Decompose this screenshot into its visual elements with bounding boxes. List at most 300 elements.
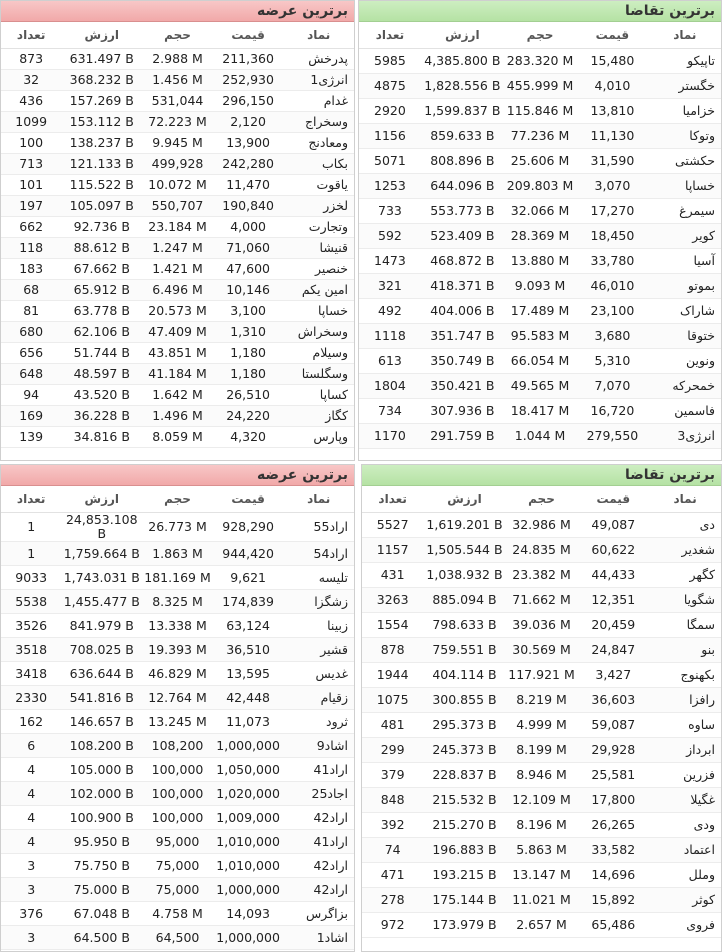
table-row[interactable] [362, 788, 721, 813]
count-cell: 1 [1, 513, 61, 542]
volume-cell: 8.199 M [506, 738, 578, 763]
volume-cell: 100,000 [142, 806, 213, 830]
count-cell: 94 [1, 385, 61, 406]
symbol-cell[interactable]: خنصیر [283, 259, 354, 280]
symbol-cell[interactable]: ومعادنج [283, 133, 354, 154]
value-cell: 108.200 B [61, 734, 142, 758]
symbol-cell[interactable]: بموتو [649, 274, 721, 299]
symbol-cell[interactable]: وتوکا [649, 124, 721, 149]
table-row[interactable] [362, 888, 721, 913]
count-cell: 3263 [362, 588, 423, 613]
table-row[interactable] [362, 688, 721, 713]
symbol-cell[interactable]: زبینا [283, 614, 354, 638]
symbol-cell[interactable]: ودی [649, 813, 721, 838]
symbol-cell[interactable]: کویر [649, 224, 721, 249]
table-row[interactable] [1, 217, 354, 238]
price-cell: 60,622 [577, 538, 649, 563]
volume-cell: 8.946 M [506, 763, 578, 788]
value-cell: 102.000 B [61, 782, 142, 806]
table-row[interactable] [359, 299, 721, 324]
volume-cell: 25.606 M [504, 149, 576, 174]
volume-cell: 181.169 M [142, 566, 213, 590]
table-row[interactable] [359, 74, 721, 99]
count-cell: 4 [1, 806, 61, 830]
symbol-cell[interactable]: انرژی1 [283, 70, 354, 91]
table-row[interactable] [1, 542, 354, 566]
symbol-cell[interactable]: حکشتی [649, 149, 721, 174]
table-row[interactable] [1, 280, 354, 301]
price-cell: 14,093 [213, 902, 284, 926]
table-row[interactable] [1, 878, 354, 902]
value-cell: 95.950 B [61, 830, 142, 854]
value-cell: 541.816 B [61, 686, 142, 710]
price-cell: 33,780 [576, 249, 648, 274]
symbol-cell[interactable]: ساوه [649, 713, 721, 738]
volume-cell: 108,200 [142, 734, 213, 758]
table-row[interactable] [362, 863, 721, 888]
symbol-cell[interactable]: وسیلام [283, 343, 354, 364]
volume-cell: 66.054 M [504, 349, 576, 374]
table-row[interactable] [359, 174, 721, 199]
value-cell: 368.232 B [61, 70, 142, 91]
symbol-cell[interactable]: بزاگرس [283, 902, 354, 926]
table-row[interactable] [1, 259, 354, 280]
symbol-cell[interactable]: تلیسه [283, 566, 354, 590]
volume-cell: 1.863 M [142, 542, 213, 566]
symbol-cell[interactable]: فاسمین [649, 399, 721, 424]
value-cell: 708.025 B [61, 638, 142, 662]
symbol-cell[interactable]: فروی [649, 913, 721, 938]
table-row[interactable] [1, 364, 354, 385]
symbol-cell[interactable]: خگستر [649, 74, 721, 99]
price-cell: 1,010,000 [213, 854, 284, 878]
symbol-cell[interactable]: غگیلا [649, 788, 721, 813]
price-cell: 24,847 [577, 638, 649, 663]
price-cell: 17,270 [576, 199, 648, 224]
value-cell: 636.644 B [61, 662, 142, 686]
count-cell: 100 [1, 133, 61, 154]
col-volume[interactable]: حجم [142, 22, 213, 49]
count-cell: 5527 [362, 513, 423, 538]
volume-cell: 100,000 [142, 782, 213, 806]
volume-cell: 32.066 M [504, 199, 576, 224]
volume-cell: 24.835 M [506, 538, 578, 563]
price-cell: 26,265 [577, 813, 649, 838]
volume-cell: 531,044 [142, 91, 213, 112]
value-cell: 404.006 B [421, 299, 504, 324]
table-row[interactable] [362, 738, 721, 763]
volume-cell: 75,000 [142, 878, 213, 902]
count-cell: 5538 [1, 590, 61, 614]
value-cell: 88.612 B [61, 238, 142, 259]
symbol-cell[interactable]: امین یکم [283, 280, 354, 301]
price-cell: 36,510 [213, 638, 284, 662]
table-row[interactable] [362, 838, 721, 863]
count-cell: 492 [359, 299, 421, 324]
table-row[interactable] [359, 224, 721, 249]
price-cell: 1,020,000 [213, 782, 284, 806]
table-row[interactable] [1, 638, 354, 662]
table-row[interactable] [1, 406, 354, 427]
table-row[interactable] [362, 538, 721, 563]
table-row[interactable] [1, 734, 354, 758]
symbol-cell[interactable]: اراد42 [283, 878, 354, 902]
value-cell: 215.270 B [423, 813, 505, 838]
count-cell: 74 [362, 838, 423, 863]
col-count[interactable]: تعداد [1, 486, 61, 513]
top-demand-panel [358, 0, 722, 461]
table-row[interactable] [1, 806, 354, 830]
table-row[interactable] [362, 813, 721, 838]
symbol-cell[interactable]: شغدیر [649, 538, 721, 563]
symbol-cell[interactable]: اراد55 [283, 513, 354, 542]
symbol-cell[interactable]: بکهنوج [649, 663, 721, 688]
symbol-cell[interactable]: فزرین [649, 763, 721, 788]
volume-cell: 41.184 M [142, 364, 213, 385]
count-cell: 2920 [359, 99, 421, 124]
table-row[interactable] [359, 324, 721, 349]
col-volume[interactable]: حجم [504, 22, 576, 49]
table-body [1, 49, 354, 448]
value-cell: 153.112 B [61, 112, 142, 133]
symbol-cell[interactable]: غدام [283, 91, 354, 112]
table-row[interactable] [1, 566, 354, 590]
count-cell: 5071 [359, 149, 421, 174]
table-row[interactable] [362, 588, 721, 613]
table-row[interactable] [1, 926, 354, 950]
value-cell: 51.744 B [61, 343, 142, 364]
volume-cell: 8.059 M [142, 427, 213, 448]
volume-cell: 1.421 M [142, 259, 213, 280]
table-row[interactable] [1, 662, 354, 686]
symbol-cell[interactable]: لخزر [283, 196, 354, 217]
value-cell: 146.657 B [61, 710, 142, 734]
symbol-cell[interactable]: خساپا [649, 174, 721, 199]
symbol-cell[interactable]: آسیا [649, 249, 721, 274]
table-row[interactable] [359, 274, 721, 299]
value-cell: 64.500 B [61, 926, 142, 950]
header-row [359, 22, 721, 49]
table-row[interactable] [1, 427, 354, 448]
table-row[interactable] [359, 424, 721, 449]
symbol-cell[interactable]: اراد41 [283, 830, 354, 854]
table-row[interactable] [362, 913, 721, 938]
value-cell: 553.773 B [421, 199, 504, 224]
symbol-cell[interactable]: دی [649, 513, 721, 538]
col-volume[interactable]: حجم [506, 486, 578, 513]
price-cell: 13,595 [213, 662, 284, 686]
value-cell: 1,759.664 B [61, 542, 142, 566]
volume-cell: 47.409 M [142, 322, 213, 343]
value-cell: 808.896 B [421, 149, 504, 174]
symbol-cell[interactable]: کگاز [283, 406, 354, 427]
symbol-cell[interactable]: ثرود [283, 710, 354, 734]
symbol-cell[interactable]: وپارس [283, 427, 354, 448]
symbol-cell[interactable]: شگویا [649, 588, 721, 613]
count-cell: 139 [1, 427, 61, 448]
table-row[interactable] [362, 613, 721, 638]
symbol-cell[interactable]: اشاد1 [283, 926, 354, 950]
col-value[interactable]: ارزش [61, 22, 142, 49]
table-row[interactable] [1, 710, 354, 734]
symbol-cell[interactable]: خمحرکه [649, 374, 721, 399]
table-row[interactable] [1, 590, 354, 614]
value-cell: 631.497 B [61, 49, 142, 70]
col-symbol[interactable]: نماد [283, 486, 354, 513]
volume-cell: 9.093 M [504, 274, 576, 299]
value-cell: 644.096 B [421, 174, 504, 199]
volume-cell: 71.662 M [506, 588, 578, 613]
symbol-cell[interactable]: بنو [649, 638, 721, 663]
symbol-cell[interactable]: اجاد25 [283, 782, 354, 806]
price-cell: 29,928 [577, 738, 649, 763]
value-cell: 885.094 B [423, 588, 505, 613]
table-row[interactable] [362, 763, 721, 788]
table-row[interactable] [359, 99, 721, 124]
count-cell: 3 [1, 926, 61, 950]
volume-cell: 455.999 M [504, 74, 576, 99]
col-price[interactable]: قیمت [576, 22, 648, 49]
symbol-cell[interactable]: وتجارت [283, 217, 354, 238]
data-table [1, 486, 354, 950]
value-cell: 245.373 B [423, 738, 505, 763]
symbol-cell[interactable]: سمگا [649, 613, 721, 638]
symbol-cell[interactable]: وسخراش [283, 322, 354, 343]
symbol-cell[interactable]: انرژی3 [649, 424, 721, 449]
table-row[interactable] [359, 249, 721, 274]
count-cell: 734 [359, 399, 421, 424]
volume-cell: 13.245 M [142, 710, 213, 734]
table-row[interactable] [1, 196, 354, 217]
symbol-cell[interactable]: وملل [649, 863, 721, 888]
table-row[interactable] [1, 175, 354, 196]
volume-cell: 4.758 M [142, 902, 213, 926]
count-cell: 4 [1, 758, 61, 782]
table-row[interactable] [1, 112, 354, 133]
volume-cell: 77.236 M [504, 124, 576, 149]
price-cell: 1,000,000 [213, 878, 284, 902]
price-cell: 928,290 [213, 513, 284, 542]
table-row[interactable] [1, 238, 354, 259]
table-row[interactable] [1, 782, 354, 806]
symbol-cell[interactable]: زشگزا [283, 590, 354, 614]
value-cell: 62.106 B [61, 322, 142, 343]
volume-cell: 8.325 M [142, 590, 213, 614]
count-cell: 656 [1, 343, 61, 364]
table-row[interactable] [359, 349, 721, 374]
value-cell: 100.900 B [61, 806, 142, 830]
table-row[interactable] [1, 343, 354, 364]
price-cell: 31,590 [576, 149, 648, 174]
col-value[interactable]: ارزش [61, 486, 142, 513]
col-count[interactable]: تعداد [362, 486, 423, 513]
table-row[interactable] [362, 563, 721, 588]
table-row[interactable] [359, 399, 721, 424]
symbol-cell[interactable]: وسگلستا [283, 364, 354, 385]
col-symbol[interactable]: نماد [283, 22, 354, 49]
col-symbol[interactable]: نماد [649, 22, 721, 49]
price-cell: 25,581 [577, 763, 649, 788]
table-row[interactable] [1, 686, 354, 710]
value-cell: 173.979 B [423, 913, 505, 938]
value-cell: 115.522 B [61, 175, 142, 196]
volume-cell: 12.764 M [142, 686, 213, 710]
price-cell: 174,839 [213, 590, 284, 614]
volume-cell: 23.184 M [142, 217, 213, 238]
col-value[interactable]: ارزش [421, 22, 504, 49]
count-cell: 3418 [1, 662, 61, 686]
value-cell: 157.269 B [61, 91, 142, 112]
symbol-cell[interactable]: اراد42 [283, 806, 354, 830]
symbol-cell[interactable]: اراد54 [283, 542, 354, 566]
volume-cell: 43.851 M [142, 343, 213, 364]
price-cell: 279,550 [576, 424, 648, 449]
price-cell: 15,892 [577, 888, 649, 913]
price-cell: 63,124 [213, 614, 284, 638]
volume-cell: 49.565 M [504, 374, 576, 399]
count-cell: 81 [1, 301, 61, 322]
symbol-cell[interactable]: یاقوت [283, 175, 354, 196]
symbol-cell[interactable]: زقیام [283, 686, 354, 710]
table-row[interactable] [362, 513, 721, 538]
symbol-cell[interactable]: رافزا [649, 688, 721, 713]
symbol-cell[interactable]: کساپا [283, 385, 354, 406]
price-cell: 20,459 [577, 613, 649, 638]
table-row[interactable] [362, 638, 721, 663]
count-cell: 1473 [359, 249, 421, 274]
table-row[interactable] [1, 385, 354, 406]
table-row[interactable] [1, 902, 354, 926]
table-row[interactable] [1, 70, 354, 91]
volume-cell: 1.456 M [142, 70, 213, 91]
col-price[interactable]: قیمت [213, 22, 284, 49]
symbol-cell[interactable]: وسخراج [283, 112, 354, 133]
table-row[interactable] [359, 124, 721, 149]
count-cell: 431 [362, 563, 423, 588]
volume-cell: 18.417 M [504, 399, 576, 424]
symbol-cell[interactable]: اشاد9 [283, 734, 354, 758]
value-cell: 92.736 B [61, 217, 142, 238]
table-row[interactable] [1, 301, 354, 322]
symbol-cell[interactable]: کوثر [649, 888, 721, 913]
volume-cell: 283.320 M [504, 49, 576, 74]
value-cell: 138.237 B [61, 133, 142, 154]
table-row[interactable] [1, 854, 354, 878]
symbol-cell[interactable]: سیمرغ [649, 199, 721, 224]
table-row[interactable] [1, 513, 354, 542]
value-cell: 404.114 B [423, 663, 505, 688]
symbol-cell[interactable]: ونوین [649, 349, 721, 374]
symbol-cell[interactable]: قنیشا [283, 238, 354, 259]
table-row[interactable] [1, 154, 354, 175]
symbol-cell[interactable]: شاراک [649, 299, 721, 324]
value-cell: 48.597 B [61, 364, 142, 385]
price-cell: 44,433 [577, 563, 649, 588]
table-row[interactable] [1, 91, 354, 112]
value-cell: 351.747 B [421, 324, 504, 349]
col-price[interactable]: قیمت [577, 486, 649, 513]
price-cell: 13,810 [576, 99, 648, 124]
symbol-cell[interactable]: اراد42 [283, 854, 354, 878]
header-row [362, 486, 721, 513]
table-row[interactable] [359, 199, 721, 224]
table-row[interactable] [1, 758, 354, 782]
table-row[interactable] [359, 374, 721, 399]
count-cell: 1804 [359, 374, 421, 399]
col-value[interactable]: ارزش [423, 486, 505, 513]
value-cell: 175.144 B [423, 888, 505, 913]
header-row [1, 486, 354, 513]
price-cell: 49,087 [577, 513, 649, 538]
price-cell: 12,351 [577, 588, 649, 613]
price-cell: 14,696 [577, 863, 649, 888]
symbol-cell[interactable]: کگهر [649, 563, 721, 588]
table-row[interactable] [1, 49, 354, 70]
col-volume[interactable]: حجم [142, 486, 213, 513]
volume-cell: 100,000 [142, 758, 213, 782]
price-cell: 13,900 [213, 133, 284, 154]
price-cell: 252,930 [213, 70, 284, 91]
symbol-cell[interactable]: ابرداز [649, 738, 721, 763]
volume-cell: 12.109 M [506, 788, 578, 813]
table-row[interactable] [362, 713, 721, 738]
count-cell: 713 [1, 154, 61, 175]
table-row[interactable] [362, 663, 721, 688]
price-cell: 4,320 [213, 427, 284, 448]
price-cell: 1,009,000 [213, 806, 284, 830]
price-cell: 4,010 [576, 74, 648, 99]
table-row[interactable] [1, 614, 354, 638]
count-cell: 118 [1, 238, 61, 259]
value-cell: 75.750 B [61, 854, 142, 878]
value-cell: 67.662 B [61, 259, 142, 280]
symbol-cell[interactable]: بکاب [283, 154, 354, 175]
table-row[interactable] [1, 830, 354, 854]
table-row[interactable] [359, 49, 721, 74]
value-cell: 350.749 B [421, 349, 504, 374]
table-row[interactable] [359, 149, 721, 174]
volume-cell: 5.863 M [506, 838, 578, 863]
col-symbol[interactable]: نماد [649, 486, 721, 513]
table-row[interactable] [1, 133, 354, 154]
symbol-cell[interactable]: ختوقا [649, 324, 721, 349]
col-count[interactable]: تعداد [359, 22, 421, 49]
symbol-cell[interactable]: غدیس [283, 662, 354, 686]
symbol-cell[interactable]: اراد41 [283, 758, 354, 782]
bottom-supply-panel [0, 464, 355, 952]
value-cell: 350.421 B [421, 374, 504, 399]
col-price[interactable]: قیمت [213, 486, 284, 513]
count-cell: 1099 [1, 112, 61, 133]
symbol-cell[interactable]: خزامیا [649, 99, 721, 124]
table-row[interactable] [1, 322, 354, 343]
symbol-cell[interactable]: خساپا [283, 301, 354, 322]
volume-cell: 8.196 M [506, 813, 578, 838]
count-cell: 1170 [359, 424, 421, 449]
volume-cell: 8.219 M [506, 688, 578, 713]
symbol-cell[interactable]: اعتماد [649, 838, 721, 863]
volume-cell: 30.569 M [506, 638, 578, 663]
value-cell: 215.532 B [423, 788, 505, 813]
volume-cell: 72.223 M [142, 112, 213, 133]
count-cell: 392 [362, 813, 423, 838]
col-count[interactable]: تعداد [1, 22, 61, 49]
table-body [362, 513, 721, 938]
count-cell: 278 [362, 888, 423, 913]
symbol-cell[interactable]: پدرخش [283, 49, 354, 70]
symbol-cell[interactable]: تاپیکو [649, 49, 721, 74]
symbol-cell[interactable]: قشیر [283, 638, 354, 662]
